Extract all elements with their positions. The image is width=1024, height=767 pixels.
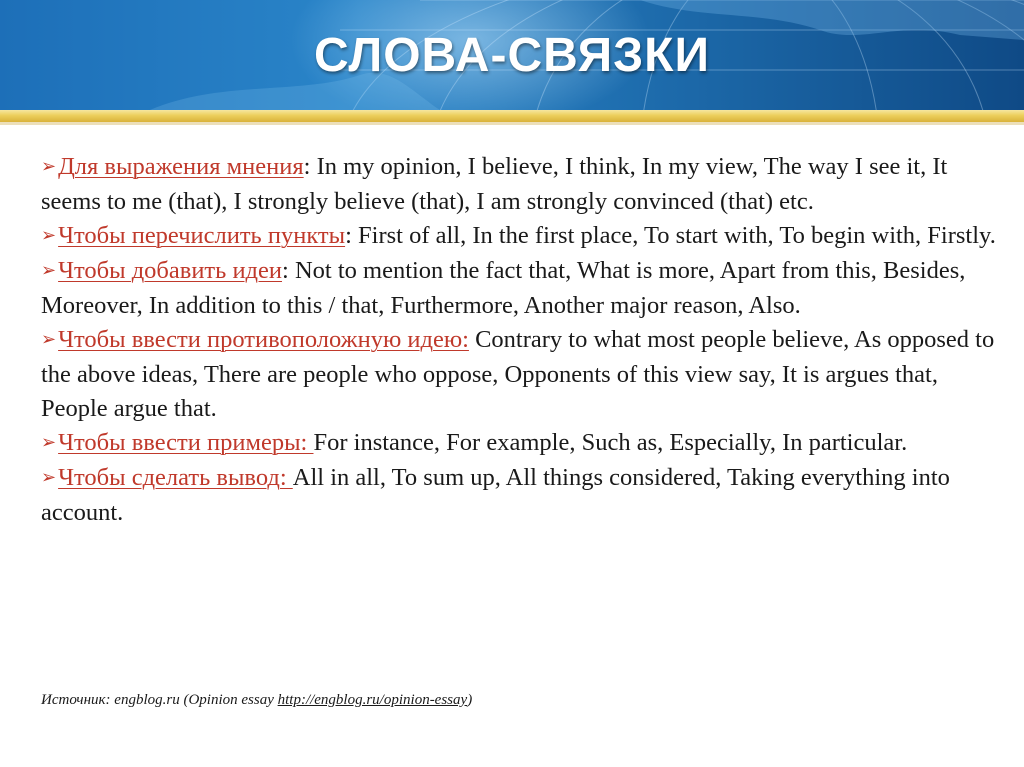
- list-item: [41, 461, 996, 530]
- source-link[interactable]: http://engblog.ru/opinion-essay: [277, 692, 468, 708]
- connector-phrases: In my opinion, I believe, I think, In my view, The way I see it, It seems to me (that), I strongly believe (that), I am strongly convinced (that) etc.: [41, 153, 948, 215]
- category-separator: :: [345, 222, 352, 249]
- category-label: Чтобы перечислить пункты: [58, 222, 346, 249]
- list-item: [41, 254, 996, 323]
- category-separator: :: [303, 153, 311, 180]
- category-label: Чтобы ввести примеры:: [58, 429, 314, 456]
- list-item: [41, 426, 996, 461]
- gold-divider-bar: [0, 110, 1024, 122]
- arrowhead-icon: ➢: [41, 467, 57, 487]
- connector-phrases: First of all, In the first place, To start with, To begin with, Firstly.: [351, 222, 996, 249]
- source-suffix: ): [467, 692, 473, 708]
- connector-phrases: Contrary to what most people believe, As opposed to the above ideas, There are people who oppose, Opponents of this view say, It is argues that, People argue that.: [41, 326, 995, 422]
- source-prefix: Источник: engblog.ru (Opinion essay: [41, 692, 278, 708]
- arrowhead-icon: ➢: [41, 260, 57, 280]
- arrowhead-icon: ➢: [41, 225, 57, 245]
- list-item: [41, 150, 996, 219]
- category-label: Чтобы сделать вывод:: [58, 464, 293, 491]
- list-item: [41, 323, 996, 426]
- arrowhead-icon: ➢: [41, 156, 57, 176]
- gold-divider-shadow: [0, 122, 1024, 125]
- connectors-list: [41, 150, 996, 530]
- slide-title: СЛОВА-СВЯЗКИ: [314, 28, 710, 82]
- category-label: Чтобы ввести противоположную идею:: [58, 326, 469, 353]
- connector-phrases: For instance, For example, Such as, Especially, In particular.: [313, 429, 908, 456]
- arrowhead-icon: ➢: [41, 329, 57, 349]
- category-label: Для выражения мнения: [58, 153, 304, 180]
- category-label: Чтобы добавить идеи: [58, 257, 283, 284]
- connector-phrases: Not to mention the fact that, What is more, Apart from this, Besides, Moreover, In addition to this / that, Furthermore, Another major reason, Also.: [41, 257, 966, 319]
- category-separator: :: [282, 257, 289, 284]
- connector-phrases: All in all, To sum up, All things considered, Taking everything into account.: [41, 464, 950, 526]
- source-citation: [41, 692, 472, 709]
- arrowhead-icon: ➢: [41, 432, 57, 452]
- list-item: [41, 219, 996, 254]
